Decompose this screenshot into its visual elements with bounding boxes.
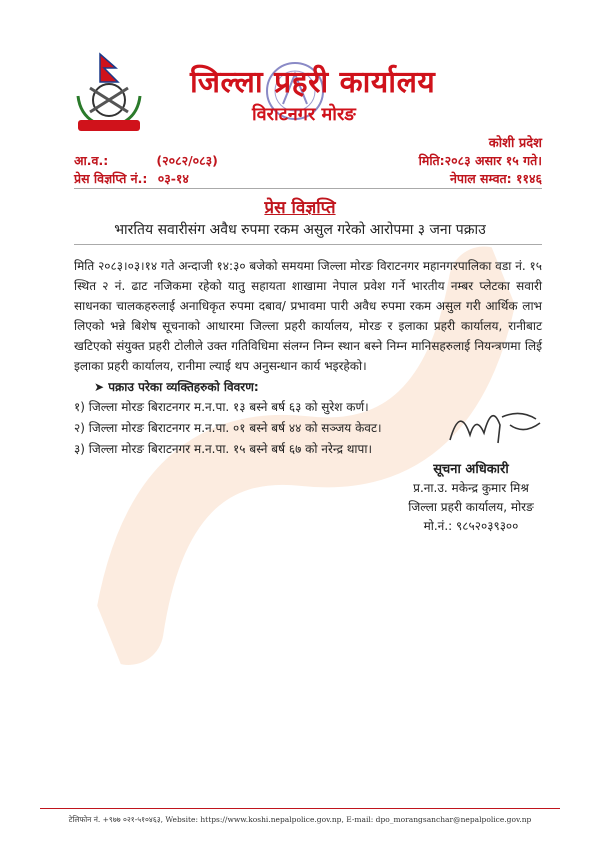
fiscal-year-value: (२०८२/०८३) [156,153,218,168]
signer-name: प्र.ना.उ. मकेन्द्र कुमार मिश्र [413,481,529,495]
press-number-label: प्रेस विज्ञप्ति नं.: [74,171,148,186]
list-item: १) जिल्ला मोरङ बिराटनगर म.न.पा. १३ बस्ने बर्ष ६३ को सुरेश कर्ण। [74,400,369,414]
signature-block [400,460,542,536]
body-paragraph: मिति २०८३।०३।१४ गते अन्दाजी १४:३० बजेको समयमा जिल्ला मोरङ विराटनगर महानगरपालिका वडा नं. १५ स्थित २ नं. ढाट नजिकमा रहेको यातु सहायता शाखामा नेपाल प्रवेश गर्ने भारतीय नम्बर प्लेटका सवारी साधनका चालकहरुलाई अनाधिकृत रुपमा दबाव/ प्रभावमा पारी अवैध रुपमा रकम असुल गरी आर्थिक लाभ लिएको भन्ने बिशेष सूचनाको आधारमा जिल्ला प्रहरी कार्यालय, मोरङ र इलाका प्रहरी कार्यालय, रानीबाट खटिएको संयुक्त प्रहरी टोलीले उक्त गतिविधिमा संलग्न निम्न स्थान बस्ने निम्न मानिसहरुलाई नियन्त्रणमा लिई इलाका प्रहरी कार्यालय, रानीमा ल्याई थप अनुसन्धान कार्य भइरहेको। [74,259,542,373]
nepal-samvat: नेपाल सम्वत: ११४६ [449,171,542,186]
document-title: प्रेस विज्ञप्ति [264,198,336,218]
press-number-row [74,170,542,187]
document-subject: भारतिय सवारीसंग अवैध रुपमा रकम असुल गरेको आरोपमा ३ जना पक्राउ [114,222,486,238]
arrow-bullet-icon: ➤ [94,380,109,394]
arrested-list-heading [94,378,259,395]
fiscal-year-row [74,152,542,169]
footer-contact: टेलिफोन नं. +९७७ ०२१-५१०४६३, Website: https://www.koshi.nepalpolice.gov.np, E-mail: dpo_morangsanchar@nepalpolice.gov.np [68,815,532,824]
office-location: विराटनगर मोरङ [252,104,356,125]
handwritten-signature [440,395,550,455]
nepal-police-emblem-icon [70,52,148,134]
footer-divider [40,808,560,809]
list-item: ३) जिल्ला मोरङ बिराटनगर म.न.पा. १५ बस्ने बर्ष ६७ को नरेन्द्र थापा। [74,442,373,456]
signer-mobile: मो.नं.: ९८५२०३९३०० [423,519,519,533]
press-number-value: ०३-१४ [157,171,189,186]
arrested-list [74,397,382,460]
fiscal-year-label: आ.व.: [74,153,109,168]
arrested-list-heading-text: पक्राउ परेका व्यक्तिहरुको विवरण: [108,380,259,394]
signer-role: सूचना अधिकारी [433,462,509,477]
list-item: २) जिल्ला मोरङ बिराटनगर म.न.पा. ०१ बस्ने बर्ष ४४ को सञ्जय केवट। [74,421,382,435]
issue-date: मिति:२०८३ असार १५ गते। [418,153,542,168]
divider [74,188,542,189]
office-title: जिल्ला प्रहरी कार्यालय [190,65,436,100]
signer-office: जिल्ला प्रहरी कार्यालय, मोरङ [408,500,534,514]
divider [74,244,542,245]
province-label: कोशी प्रदेश [488,136,542,151]
